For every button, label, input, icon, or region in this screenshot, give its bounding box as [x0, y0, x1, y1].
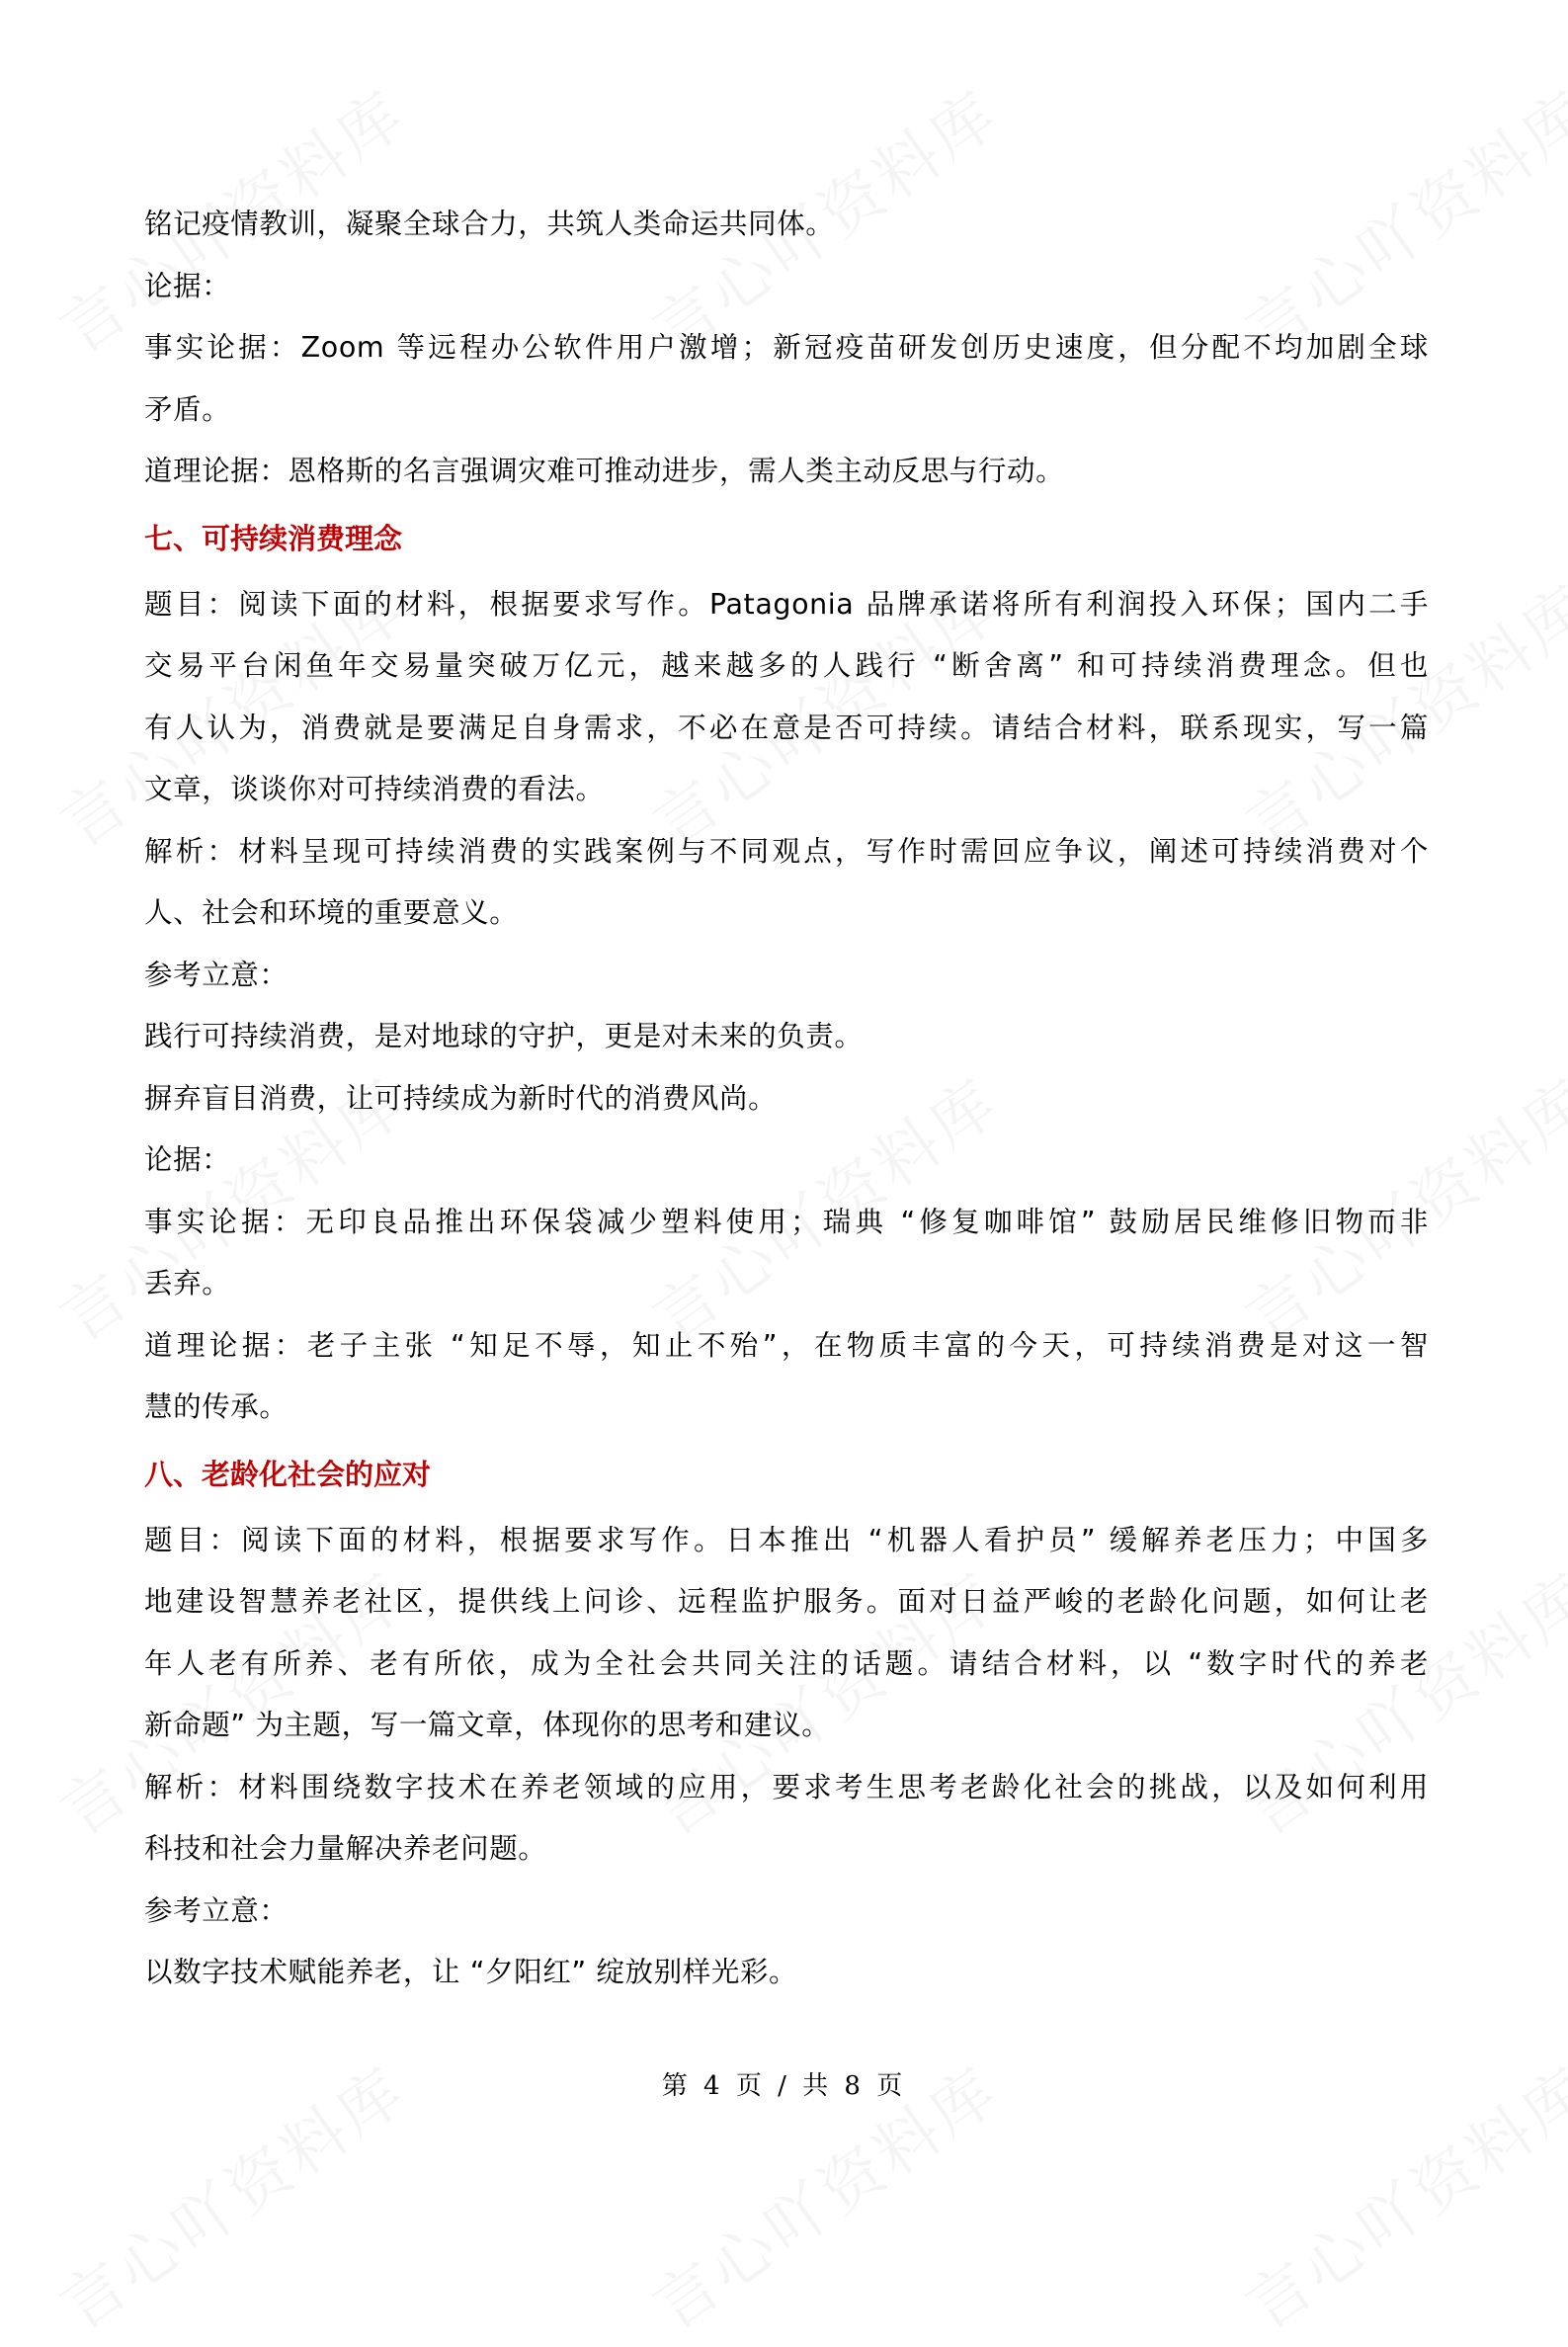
page-number-footer: 第 4 页 / 共 8 页 [661, 2071, 907, 2101]
paragraph-line: 矛盾。 [144, 392, 231, 426]
paragraph-line: 解析：材料围绕数字技术在养老领域的应用，要求考生思考老龄化社会的挑战，以及如何利用 [144, 1770, 1429, 1803]
paragraph-line: 以数字技术赋能养老，让 “夕阳红” 绽放别样光彩。 [144, 1956, 798, 1988]
paragraph-line: 道理论据：老子主张 “知足不辱，知止不殆”，在物质丰富的今天，可持续消费是对这一智 [144, 1328, 1429, 1362]
paragraph-line: 参考立意： [144, 958, 289, 991]
paragraph-line: 解析：材料呈现可持续消费的实践案例与不同观点，写作时需回应争议，阐述可持续消费对个 [144, 834, 1429, 868]
paragraph-line: 题目：阅读下面的材料，根据要求写作。日本推出 “机器人看护员” 缓解养老压力；中国多 [144, 1523, 1429, 1556]
paragraph-line: 论据： [144, 269, 231, 302]
paragraph-line: 参考立意： [144, 1893, 289, 1927]
paragraph-line: 地建设智慧养老社区，提供线上问诊、远程监护服务。面对日益严峻的老龄化问题，如何让老 [144, 1585, 1429, 1618]
paragraph-line: 人、社会和环境的重要意义。 [144, 896, 519, 929]
paragraph-line: 题目：阅读下面的材料，根据要求写作。Patagonia 品牌承诺将所有利润投入环保；国内二手 [144, 587, 1429, 621]
paragraph-line: 新命题” 为主题，写一篇文章，体现你的思考和建议。 [144, 1709, 831, 1741]
paragraph-line: 科技和社会力量解决养老问题。 [144, 1832, 547, 1865]
paragraph-line: 道理论据：恩格斯的名言强调灾难可推动进步，需人类主动反思与行动。 [144, 455, 1065, 487]
paragraph-line: 年人老有所养、老有所依，成为全社会共同关注的话题。请结合材料，以 “数字时代的养老 [144, 1646, 1429, 1680]
paragraph-line: 论据： [144, 1143, 231, 1176]
section-heading: 七、可持续消费理念 [144, 521, 403, 555]
paragraph-line: 慧的传承。 [144, 1390, 289, 1423]
paragraph-line: 践行可持续消费，是对地球的守护，更是对未来的负责。 [144, 1020, 864, 1052]
paragraph-line: 有人认为，消费就是要满足自身需求，不必在意是否可持续。请结合材料，联系现实，写一篇 [144, 711, 1429, 744]
section-heading: 八、老龄化社会的应对 [144, 1457, 432, 1491]
page-content [144, 194, 1429, 2004]
paragraph-line: 交易平台闲鱼年交易量突破万亿元，越来越多的人践行 “断舍离” 和可持续消费理念。但也 [144, 649, 1429, 682]
paragraph-line: 文章，谈谈你对可持续消费的看法。 [144, 773, 605, 805]
paragraph-line: 事实论据：Zoom 等远程办公软件用户激增；新冠疫苗研发创历史速度，但分配不均加剧全球 [144, 331, 1429, 364]
paragraph-line: 摒弃盲目消费，让可持续成为新时代的消费风尚。 [144, 1081, 778, 1115]
paragraph-line: 丢弃。 [144, 1267, 231, 1299]
paragraph-line: 事实论据：无印良品推出环保袋减少塑料使用；瑞典 “修复咖啡馆” 鼓励居民维修旧物而非 [144, 1205, 1429, 1238]
paragraph-line: 铭记疫情教训，凝聚全球合力，共筑人类命运共同体。 [144, 208, 835, 240]
